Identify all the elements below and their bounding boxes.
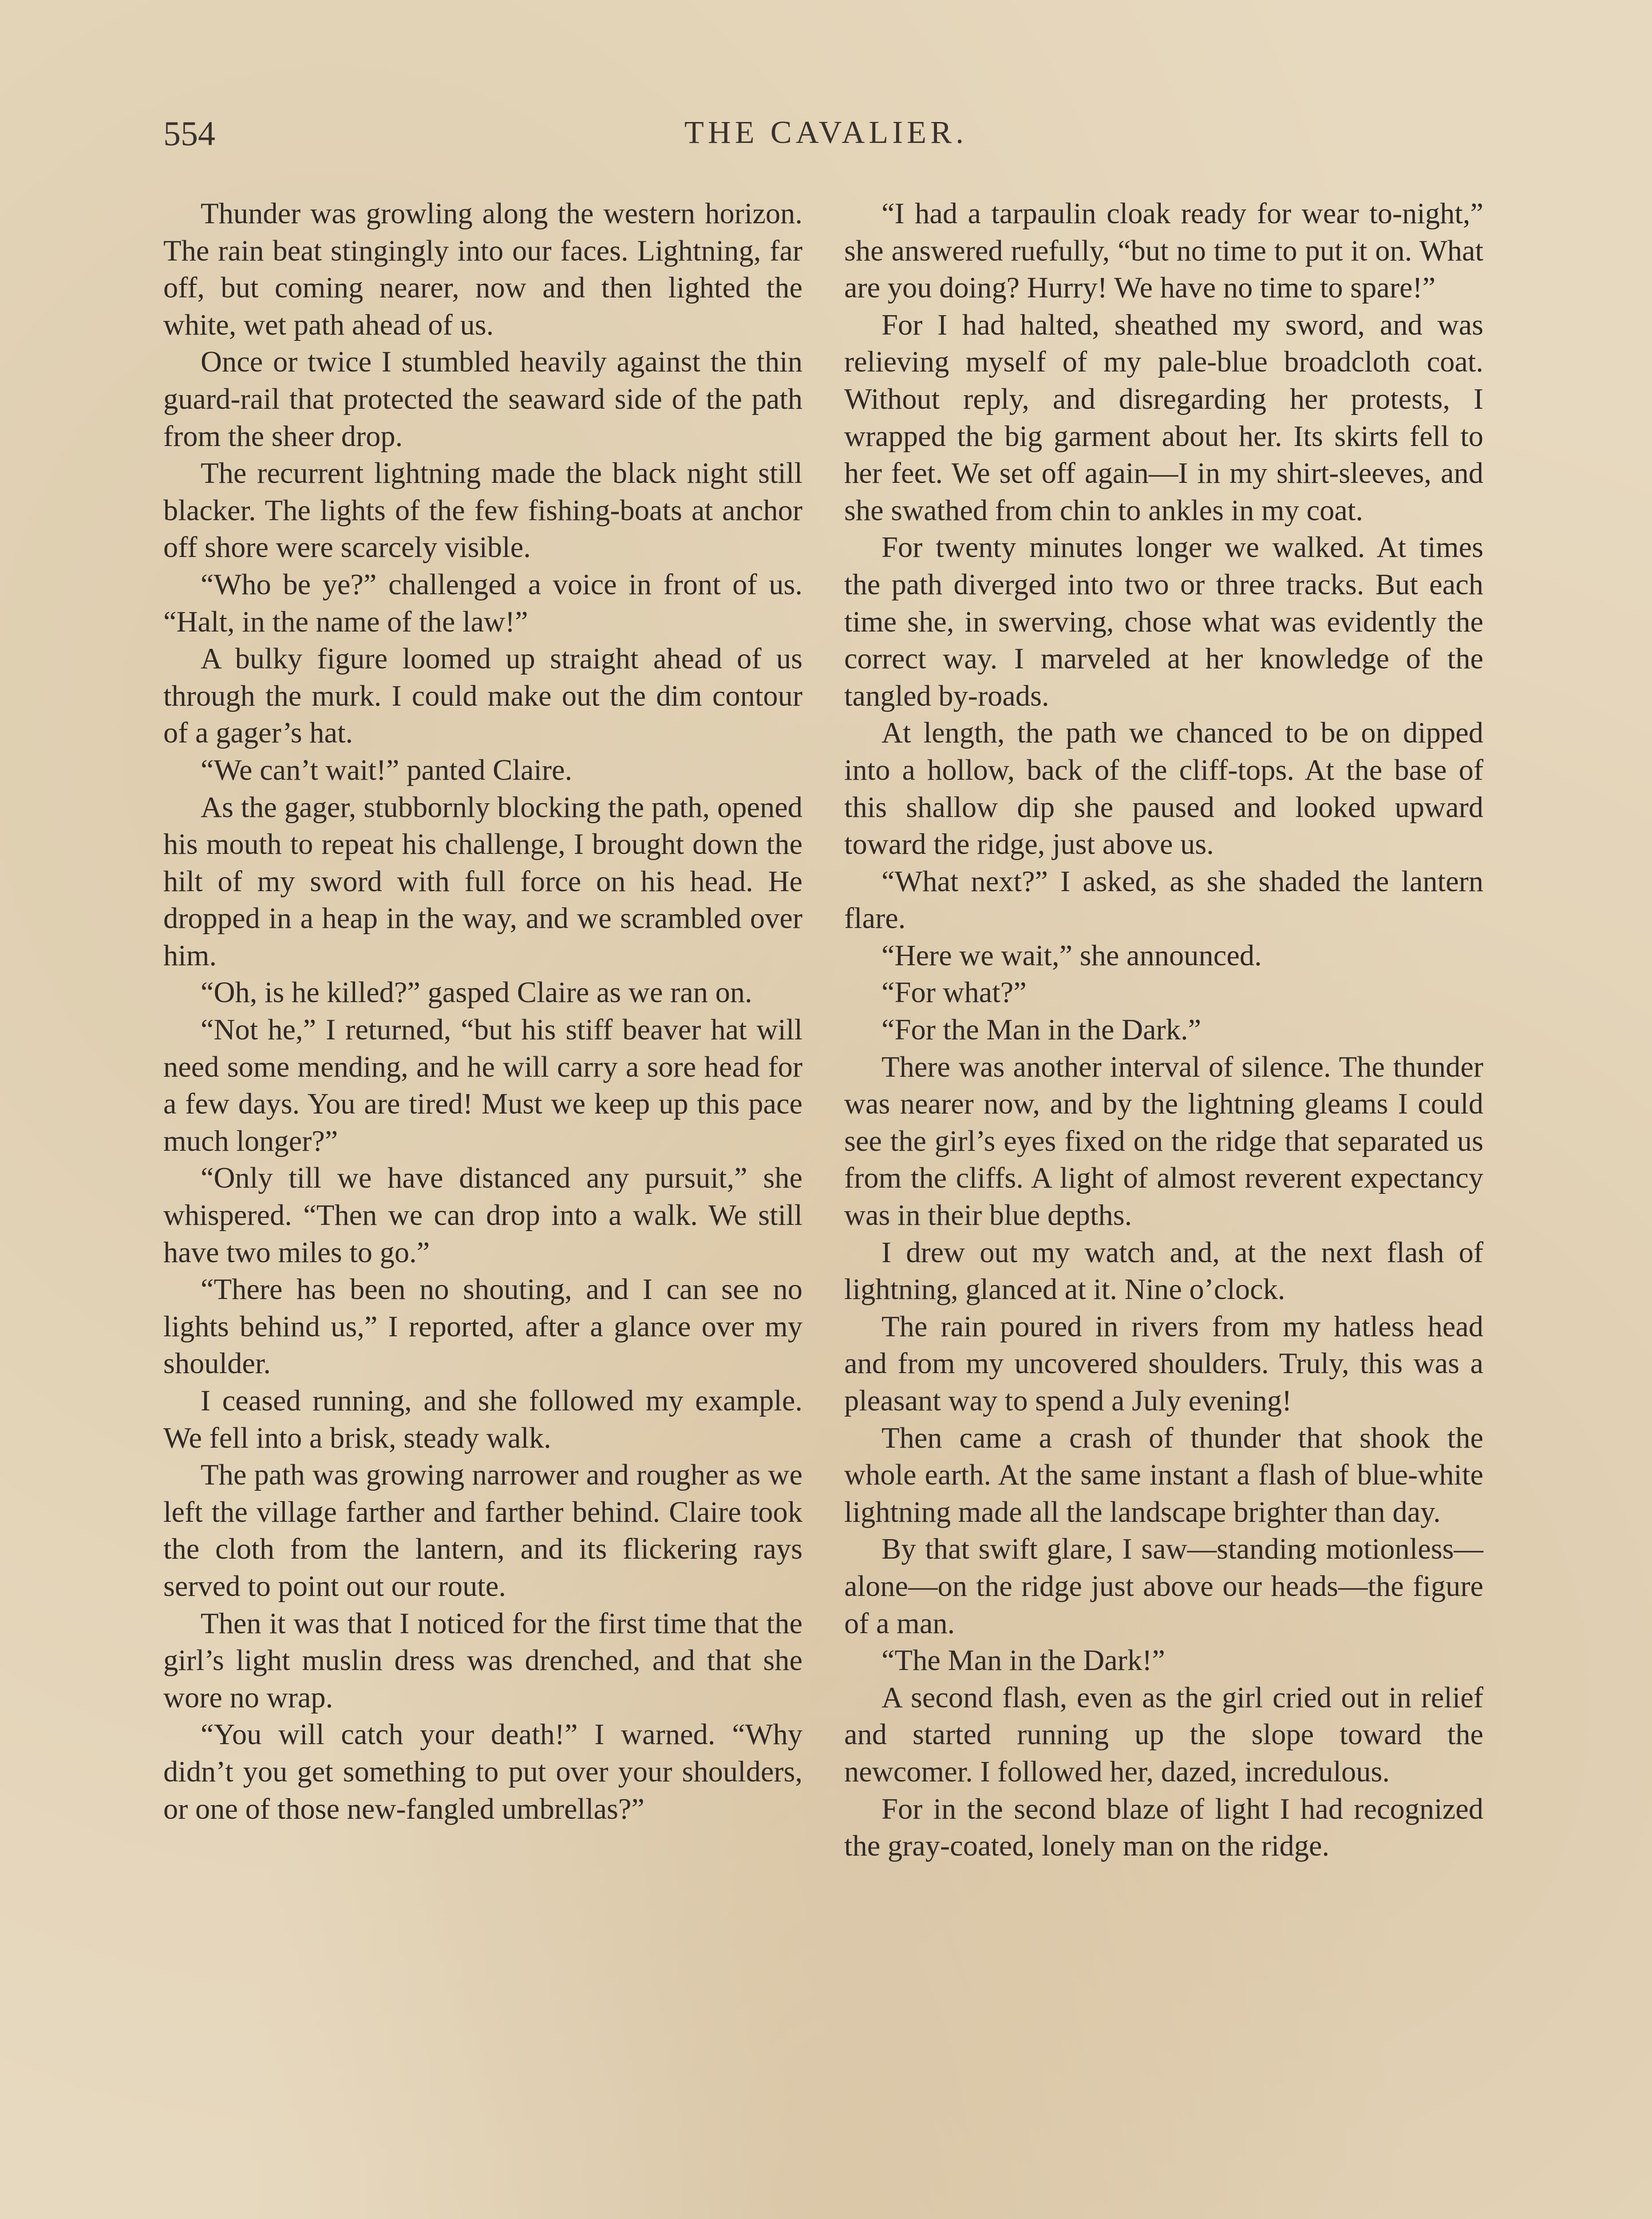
paragraph: A second flash, even as the girl cried out in relief and started running up the slope toward the newcomer. I followed her, dazed, incredulous. <box>844 1681 1483 1788</box>
paragraph: “Only till we have distanced any pursuit,” she whispered. “Then we can drop into a walk. We still have two miles to go.” <box>163 1162 802 1269</box>
paragraph: “For the Man in the Dark.” <box>881 1014 1201 1046</box>
paragraph: “Oh, is he killed?” gasped Claire as we ran on. <box>201 976 752 1009</box>
right-column <box>844 195 1483 1865</box>
paragraph: Then it was that I noticed for the first time that the girl’s light muslin dress was drenched, and that she wore no wrap. <box>163 1607 802 1714</box>
paragraph: “I had a tarpaulin cloak ready for wear to-night,” she answered ruefully, “but no time to put it on. What are you doing? Hurry! We have no time to spare!” <box>844 197 1483 304</box>
paragraph: “Here we wait,” she announced. <box>881 939 1262 972</box>
paragraph: “The Man in the Dark!” <box>881 1644 1165 1677</box>
paragraph: “Who be ye?” challenged a voice in front of us. “Halt, in the name of the law!” <box>163 568 802 638</box>
paragraph: The rain poured in rivers from my hatless head and from my uncovered shoulders. Truly, this was a pleasant way to spend a July evening! <box>844 1310 1483 1417</box>
running-title: THE CAVALIER. <box>684 115 968 150</box>
paragraph: For in the second blaze of light I had recognized the gray-coated, lonely man on the ridge. <box>844 1793 1483 1863</box>
paragraph: As the gager, stubbornly blocking the path, opened his mouth to repeat his challenge, I brought down the hilt of my sword with full force on his head. He dropped in a heap in the way, and we scrambled over him. <box>163 791 802 972</box>
paragraph: “What next?” I asked, as she shaded the lantern flare. <box>844 865 1483 935</box>
paragraph: “There has been no shouting, and I can see no lights behind us,” I reported, after a glance over my shoulder. <box>163 1273 802 1380</box>
paragraph: The path was growing narrower and rougher as we left the village farther and farther behind. Claire took the cloth from the lantern, and its flickering rays served to point out our route. <box>163 1459 802 1603</box>
paragraph: A bulky figure loomed up straight ahead of us through the murk. I could make out the dim contour of a gager’s hat. <box>163 643 802 750</box>
paragraph: I drew out my watch and, at the next flash of lightning, glanced at it. Nine o’clock. <box>844 1236 1483 1306</box>
page-number: 554 <box>163 114 215 153</box>
paragraph: Thunder was growling along the western horizon. The rain beat stingingly into our faces. Lightning, far off, but coming nearer, now and then lighted the white, wet path ahead of us. <box>163 197 802 341</box>
paragraph: Once or twice I stumbled heavily against the thin guard-rail that protected the seaward side of the path from the sheer drop. <box>163 346 802 453</box>
paragraph: “For what?” <box>881 976 1027 1009</box>
paragraph: There was another interval of silence. The thunder was nearer now, and by the lightning gleams I could see the girl’s eyes fixed on the ridge that separated us from the cliffs. A light of almost reverent expectancy was in their blue depths. <box>844 1050 1483 1232</box>
paragraph: Then came a crash of thunder that shook the whole earth. At the same instant a flash of blue-white lightning made all the landscape brighter than day. <box>844 1421 1483 1528</box>
left-column <box>163 195 802 1828</box>
paragraph: For twenty minutes longer we walked. At times the path diverged into two or three tracks. But each time she, in swerving, chose what was evidently the correct way. I marveled at her knowledge of the tangled by-roads. <box>844 531 1483 712</box>
paragraph: At length, the path we chanced to be on dipped into a hollow, back of the cliff-tops. At the base of this shallow dip she paused and looked upward toward the ridge, just above us. <box>844 717 1483 861</box>
paragraph: By that swift glare, I saw—standing motionless—alone—on the ridge just above our heads—the figure of a man. <box>844 1533 1483 1640</box>
paragraph: The recurrent lightning made the black night still blacker. The lights of the few fishing-boats at anchor off shore were scarcely visible. <box>163 457 802 564</box>
paragraph: “You will catch your death!” I warned. “Why didn’t you get something to put over your shoulders, or one of those new-fangled umbrellas?” <box>163 1718 802 1825</box>
paragraph: “Not he,” I returned, “but his stiff beaver hat will need some mending, and he will carry a sore head for a few days. You are tired! Must we keep up this pace much longer?” <box>163 1014 802 1157</box>
paragraph: I ceased running, and she followed my example. We fell into a brisk, steady walk. <box>163 1385 802 1454</box>
paragraph: For I had halted, sheathed my sword, and was relieving myself of my pale-blue broadcloth coat. Without reply, and disregarding her protests, I wrapped the big garment about her. Its skirts fell to her feet. We set off again—I in my shirt-sleeves, and she swathed from chin to ankles in my coat. <box>844 308 1483 527</box>
paragraph: “We can’t wait!” panted Claire. <box>201 754 573 786</box>
